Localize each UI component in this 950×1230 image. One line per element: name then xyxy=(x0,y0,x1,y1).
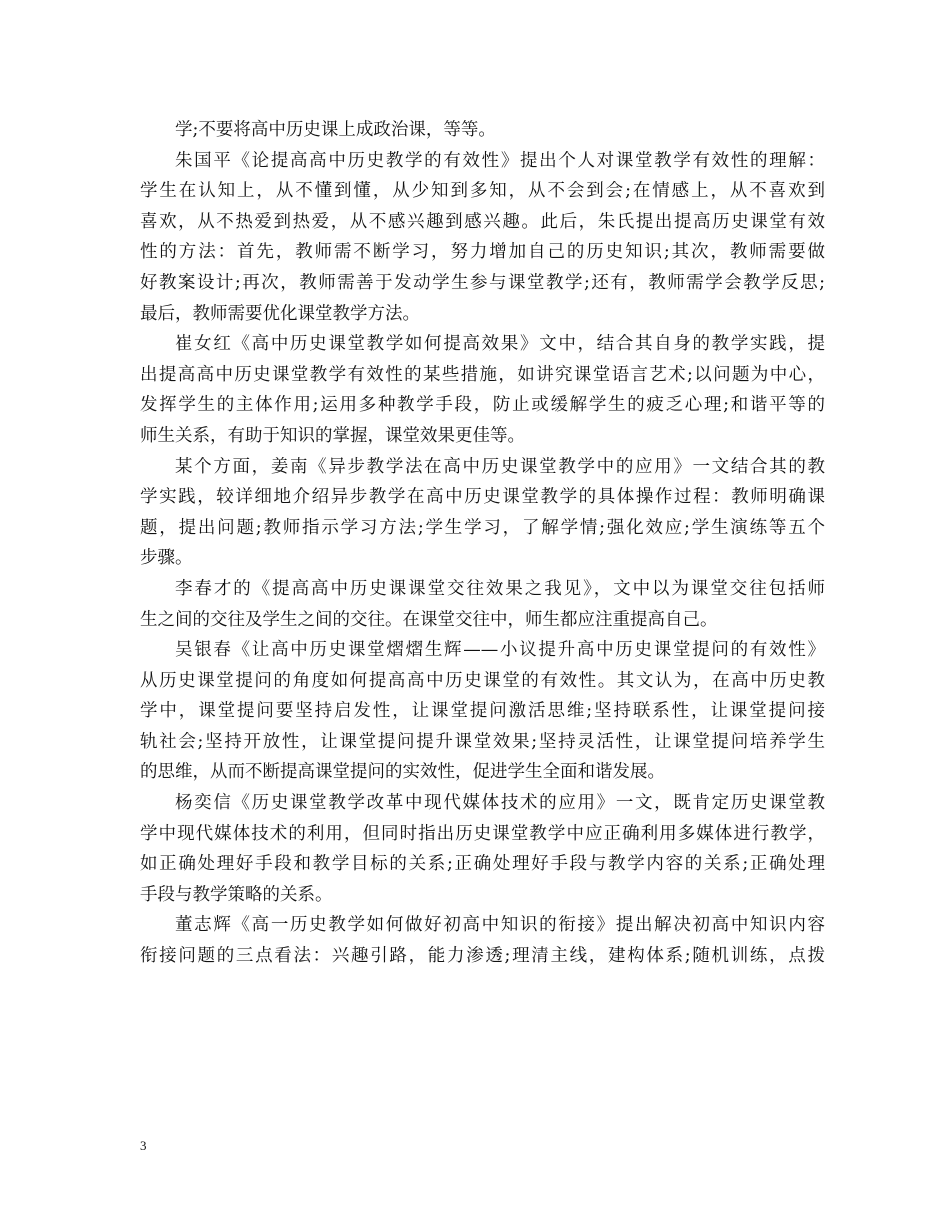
text-line: 生之间的交往及学生之间的交往。在课堂交往中，师生都应注重提高自己。 xyxy=(140,609,718,630)
text-line: 步骤。 xyxy=(140,548,193,569)
text-line: 学中现代媒体技术的利用，但同时指出历史课堂教学中应正确利用多媒体进行教学， xyxy=(140,823,825,844)
paragraph xyxy=(140,146,825,330)
text-line: 学生在认知上，从不懂到懂，从少知到多知，从不会到会;在情感上，从不喜欢到 xyxy=(140,181,825,202)
text-line: 学实践，较详细地介绍异步教学在高中历史课堂教学的具体操作过程：教师明确课 xyxy=(140,487,825,508)
text-line: 衔接问题的三点看法：兴趣引路，能力渗透;理清主线，建构体系;随机训练，点拨 xyxy=(140,946,825,967)
paragraph xyxy=(140,635,825,788)
text-line: 学;不要将高中历史课上成政治课，等等。 xyxy=(175,120,496,140)
text-line: 轨社会;坚持开放性，让课堂提问提升课堂效果;坚持灵活性，让课堂提问培养学生 xyxy=(140,731,825,752)
text-line: 李春才的《提高高中历史课课堂交往效果之我见》，文中以为课堂交往包括师 xyxy=(175,578,825,599)
text-line: 手段与教学策略的关系。 xyxy=(140,884,333,905)
paragraph xyxy=(140,910,825,971)
paragraph xyxy=(140,329,825,451)
text-line: 学中，课堂提问要坚持启发性，让课堂提问激活思维;坚持联系性，让课堂提问接 xyxy=(140,701,825,722)
text-line: 发挥学生的主体作用;运用多种教学手段，防止或缓解学生的疲乏心理;和谐平等的 xyxy=(140,395,825,416)
text-line: 杨奕信《历史课堂教学改革中现代媒体技术的应用》一文，既肯定历史课堂教 xyxy=(175,793,825,814)
text-line: 崔女红《高中历史课堂教学如何提高效果》文中，结合其自身的教学实践，提 xyxy=(175,334,825,355)
text-line: 董志辉《高一历史教学如何做好初高中知识的衔接》提出解决初高中知识内容 xyxy=(175,915,825,936)
text-line: 喜欢，从不热爱到热爱，从不感兴趣到感兴趣。此后，朱氏提出提高历史课堂有效 xyxy=(140,211,825,232)
text-line: 从历史课堂提问的角度如何提高高中历史课堂的有效性。其文认为，在高中历史教 xyxy=(140,670,825,691)
text-line: 如正确处理好手段和教学目标的关系;正确处理好手段与教学内容的关系;正确处理 xyxy=(140,854,825,875)
text-line: 某个方面，姜南《异步教学法在高中历史课堂教学中的应用》一文结合其的教 xyxy=(175,456,825,477)
text-line: 性的方法：首先，教师需不断学习，努力增加自己的历史知识;其次，教师需要做 xyxy=(140,242,825,263)
text-line: 题，提出问题;教师指示学习方法;学生学习，了解学情;强化效应;学生演练等五个 xyxy=(140,517,825,538)
text-line: 吴银春《让高中历史课堂熠熠生辉——小议提升高中历史课堂提问的有效性》 xyxy=(175,640,825,661)
paragraph xyxy=(140,452,825,574)
text-line: 朱国平《论提高高中历史教学的有效性》提出个人对课堂教学有效性的理解： xyxy=(175,150,825,171)
page-number: 3 xyxy=(140,1138,147,1153)
text-line: 好教案设计;再次，教师需善于发动学生参与课堂教学;还有，教师需学会教学反思; xyxy=(140,272,825,293)
text-line: 师生关系，有助于知识的掌握，课堂效果更佳等。 xyxy=(140,425,525,446)
document-body xyxy=(140,115,825,972)
paragraph xyxy=(140,115,825,146)
text-line: 最后，教师需要优化课堂教学方法。 xyxy=(140,303,420,324)
paragraph xyxy=(140,788,825,910)
text-line: 出提高高中历史课堂教学有效性的某些措施，如讲究课堂语言艺术;以问题为中心， xyxy=(140,364,825,385)
text-line: 的思维，从而不断提高课堂提问的实效性，促进学生全面和谐发展。 xyxy=(140,762,665,783)
paragraph xyxy=(140,574,825,635)
